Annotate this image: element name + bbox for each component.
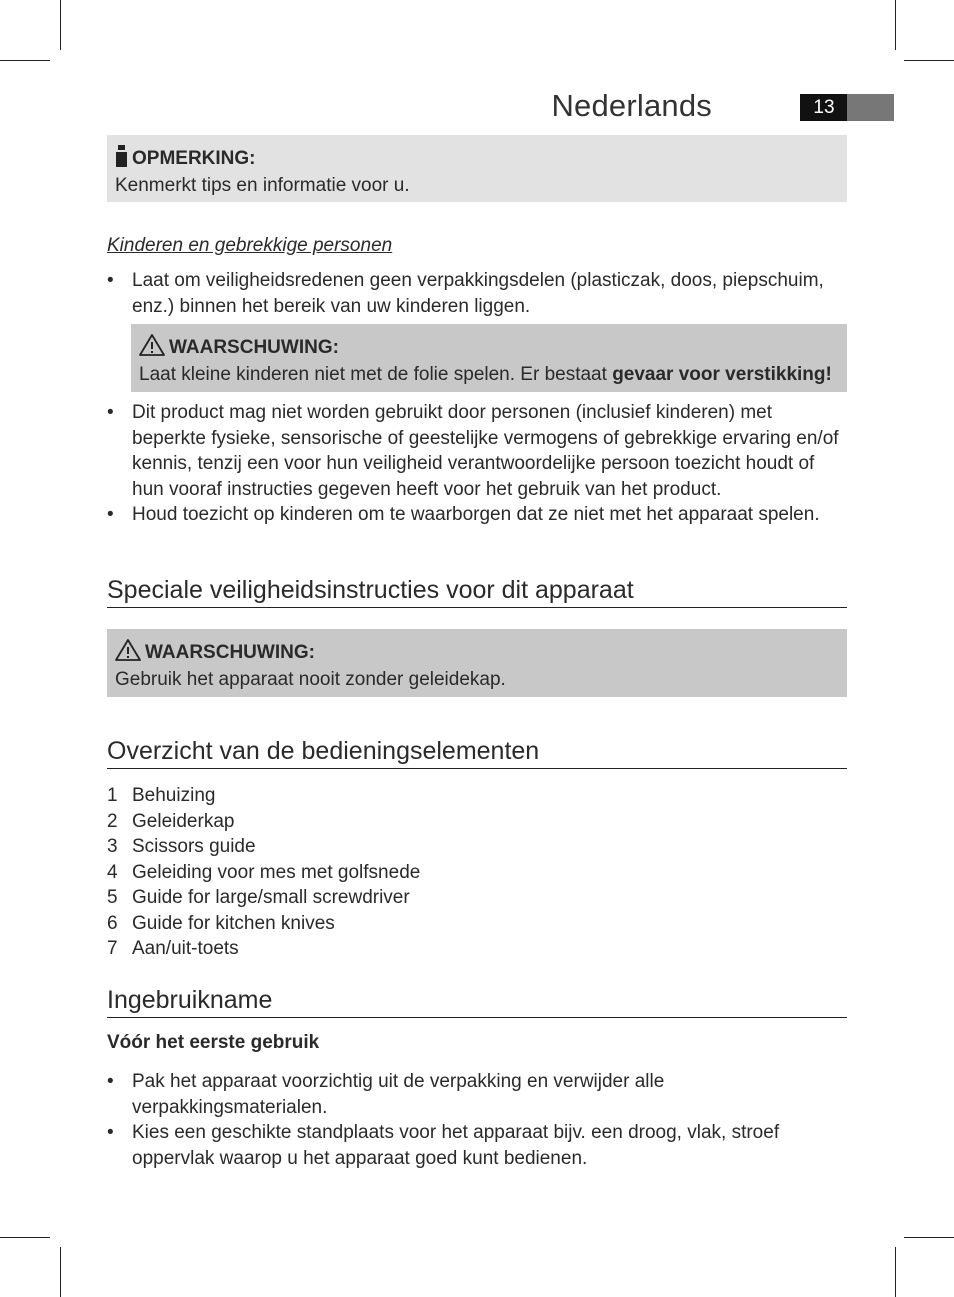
bullet-text: Kies een geschikte standplaats voor het apparaat bijv. een droog, vlak, stroef oppervlak waarop u het apparaat goed kunt bedienen. [132,1122,780,1169]
warning-box-children [131,324,847,392]
list-item [107,1069,847,1120]
list-item [107,783,420,809]
bullet-text: Houd toezicht op kinderen om te waarborgen dat ze niet met het apparaat spelen. [132,504,820,525]
item-label: Guide for kitchen knives [132,912,335,934]
warning-text: Gebruik het apparaat nooit zonder geleidekap. [115,669,506,690]
section-title-startup: Ingebruikname [107,984,847,1018]
warning-title: WAARSCHUWING: [145,642,315,663]
crop-mark [0,60,50,61]
crop-mark [60,1247,61,1297]
bullet-marker: • [107,1071,114,1092]
crop-mark [904,60,954,61]
bullet-marker: • [107,1122,114,1143]
children-heading: Kinderen en gebrekkige personen [107,235,393,256]
bullet-text: Pak het apparaat voorzichtig uit de verpakking en verwijder alle verpakkingsmaterialen. [132,1071,665,1118]
list-item [107,1120,847,1171]
list-item [107,268,847,319]
startup-subtitle: Vóór het eerste gebruik [107,1032,320,1053]
warning-title-row [139,334,839,362]
item-number: 1 [107,785,118,806]
crop-mark [0,1237,50,1238]
children-bullets-2 [107,400,847,528]
item-number: 5 [107,887,118,908]
bullet-text: Laat om veiligheidsredenen geen verpakkingsdelen (plasticzak, doos, piepschuim, enz.) binnen het bereik van uw kinderen liggen. [132,270,824,317]
item-number: 6 [107,912,118,934]
bullet-marker: • [107,402,114,423]
warning-text-bold: gevaar voor verstikking! [612,364,832,385]
item-label: Geleiding voor mes met golfsnede [132,861,421,883]
list-item [107,834,420,860]
item-number: 3 [107,836,118,857]
crop-mark [895,0,896,50]
page-number: 13 [800,94,848,121]
item-label: Guide for large/small screwdriver [132,887,410,908]
warning-text [139,364,839,386]
note-box [107,135,847,202]
startup-bullets [107,1069,847,1171]
page-number-bar [847,94,894,121]
bullet-marker: • [107,504,114,525]
bullet-text: Dit product mag niet worden gebruikt door personen (inclusief kinderen) met beperkte fysieke, sensorische of geestelijke vermogens of gebrekkige ervaring en/of kennis, tenzij een voor hun veiligheid verantwoordelijke persoon toezicht houdt of hun vooraf instructies gegeven heeft voor het gebruik van het product. [132,402,839,500]
list-item [107,911,420,937]
page-header [500,86,894,126]
warning-triangle-icon [115,639,141,667]
item-label: Aan/uit-toets [132,938,239,959]
crop-mark [60,0,61,50]
warning-triangle-icon [139,334,165,362]
item-label: Behuizing [132,785,216,806]
item-number: 2 [107,810,118,832]
note-text: Kenmerkt tips en informatie voor u. [115,175,410,196]
crop-mark [895,1247,896,1297]
item-label: Scissors guide [132,836,256,857]
item-label: Geleiderkap [132,810,235,832]
section-title-overview: Overzicht van de bedieningselementen [107,735,847,769]
list-item [107,885,420,911]
item-number: 4 [107,861,118,883]
overview-list [107,783,420,962]
warning-title: WAARSCHUWING: [169,337,339,358]
bullet-marker: • [107,270,114,291]
note-title-row [115,145,839,173]
list-item [107,502,847,528]
list-item [107,400,847,502]
crop-mark [904,1237,954,1238]
list-item [107,809,420,835]
info-icon [115,145,128,173]
children-bullets-1 [107,268,847,319]
list-item [107,936,420,962]
warning-box-special [107,629,847,697]
language-title: Nederlands [551,88,712,123]
item-number: 7 [107,938,118,959]
warning-text-plain: Laat kleine kinderen niet met de folie spelen. Er bestaat [139,364,613,385]
section-title-special: Speciale veiligheidsinstructies voor dit apparaat [107,574,847,608]
note-title: OPMERKING: [132,148,256,169]
list-item [107,860,420,886]
warning-title-row [115,639,839,667]
